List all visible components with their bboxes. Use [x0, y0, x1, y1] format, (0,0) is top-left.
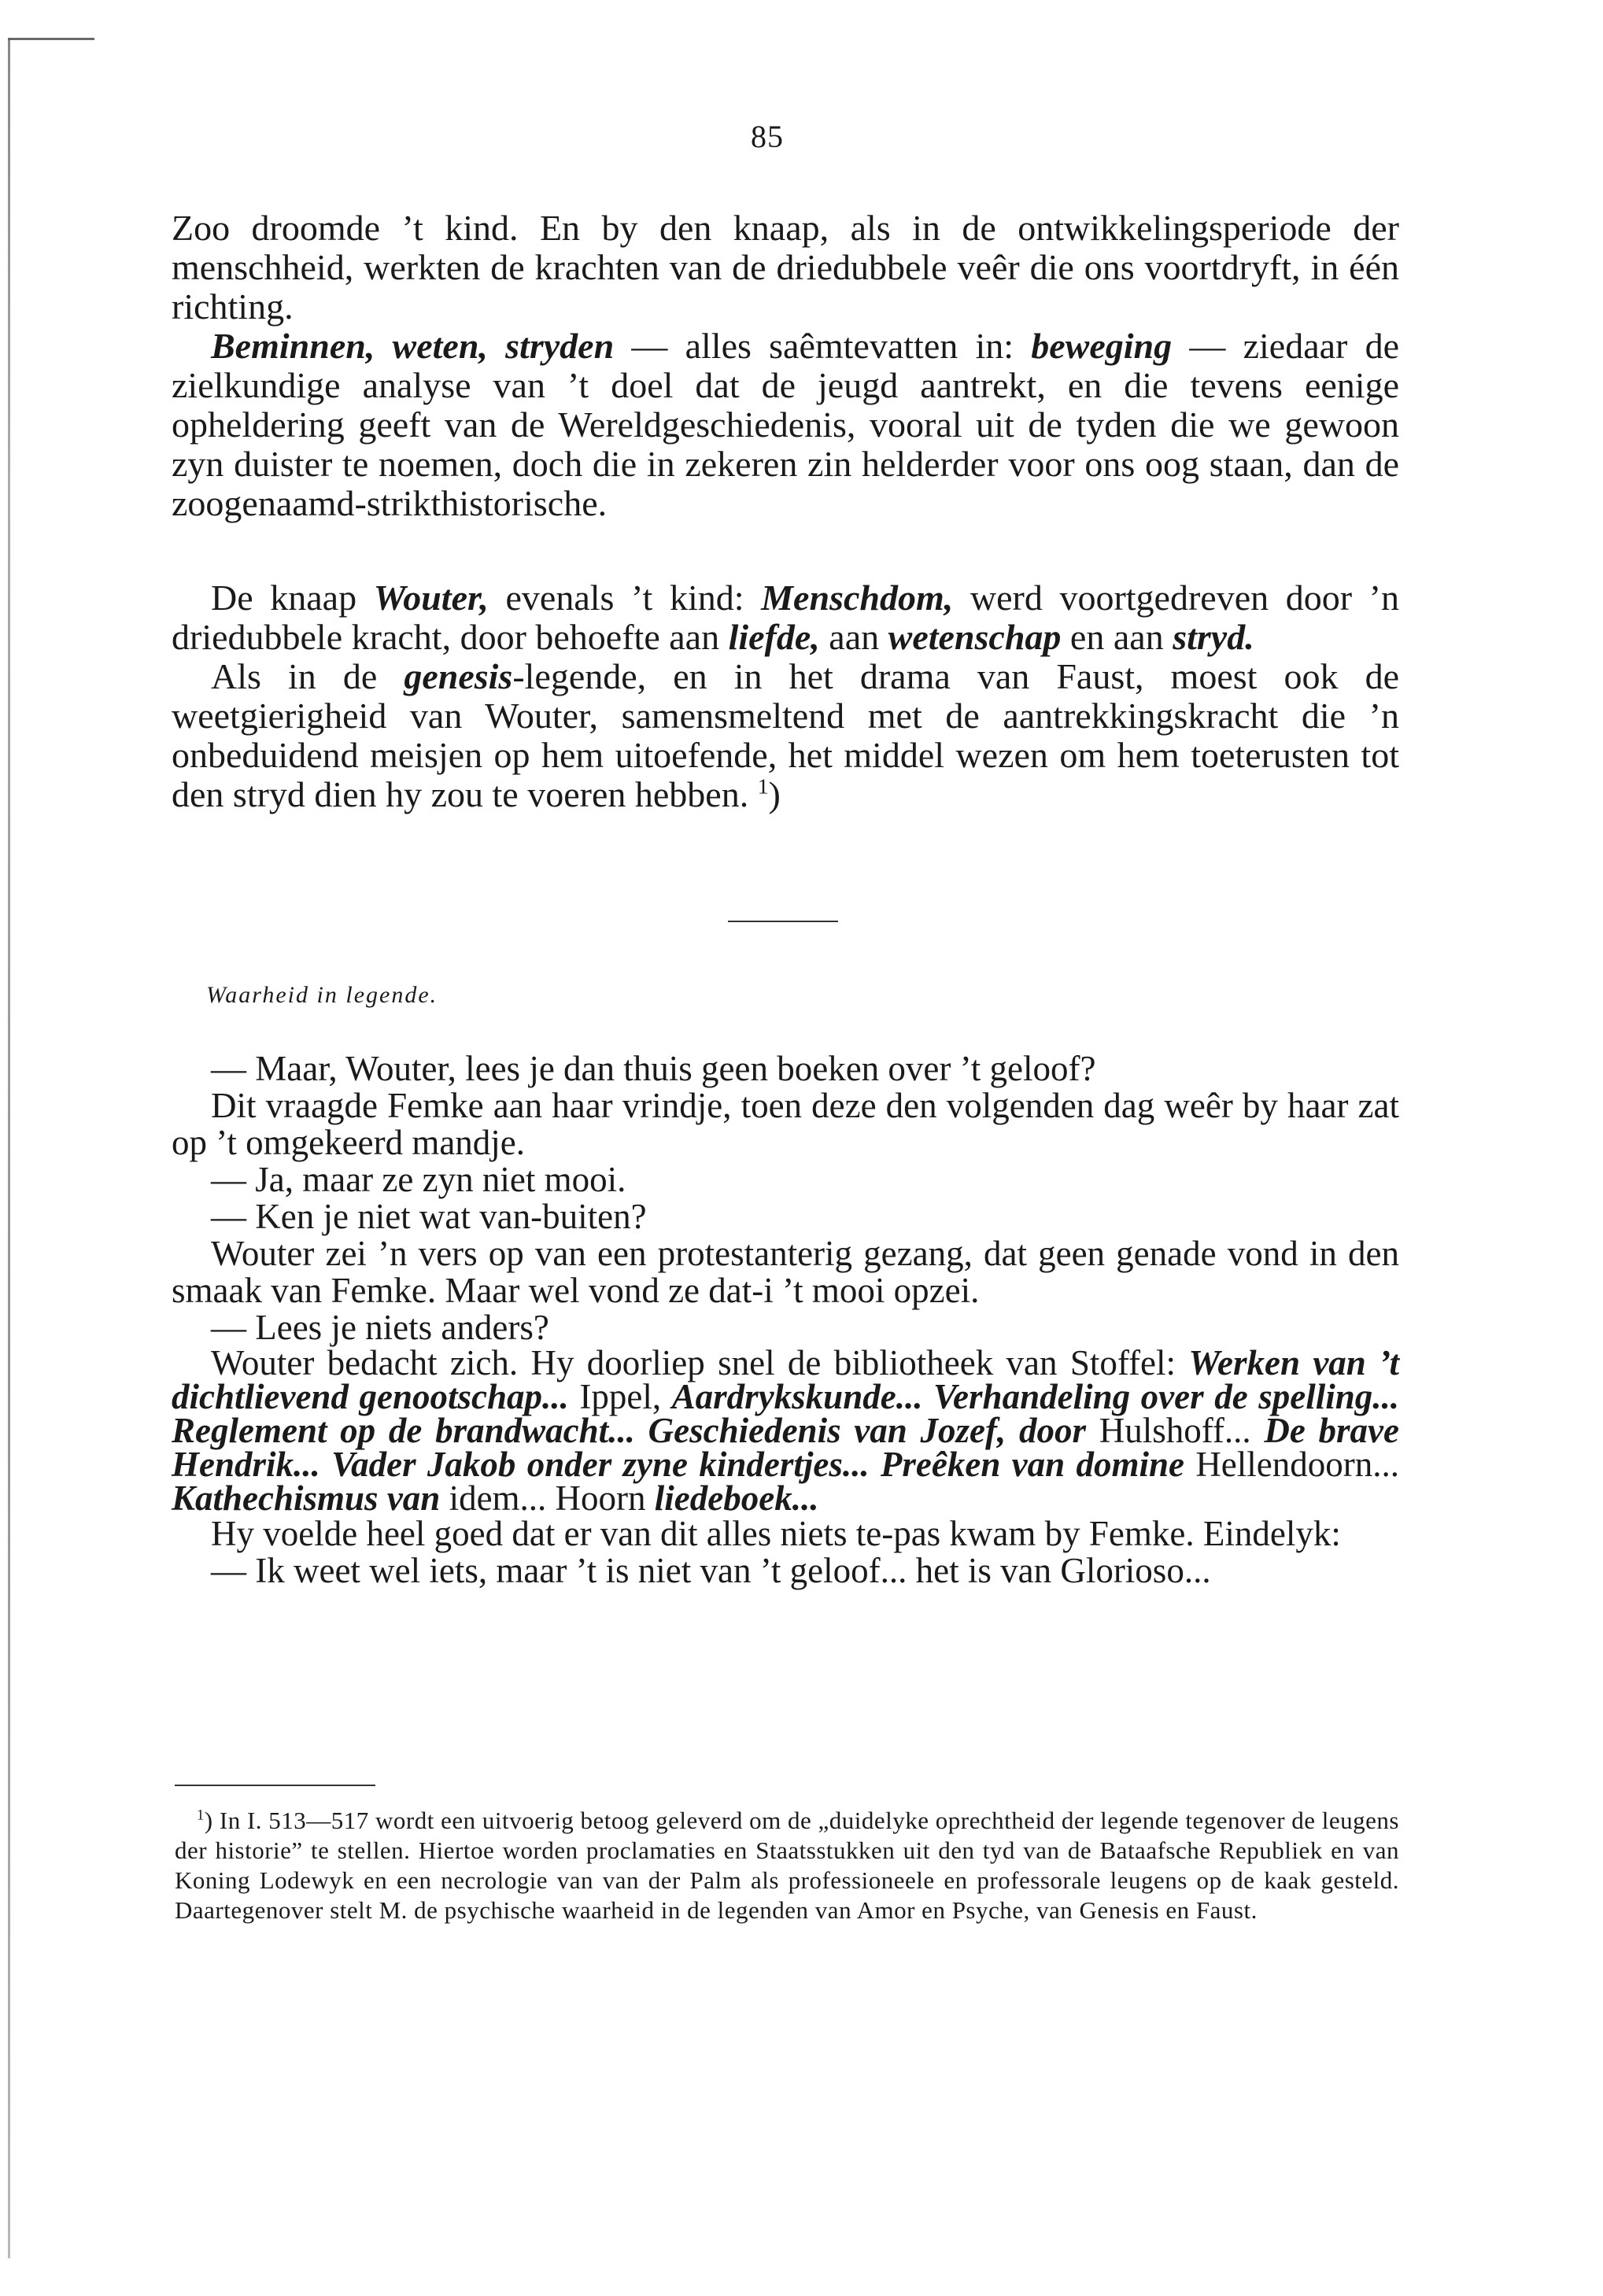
footnote-close: ): [204, 1807, 213, 1834]
book-title: Kathechismus van: [172, 1478, 441, 1518]
dialogue-line-8: Hy voelde heel goed dat er van dit alles niets te-pas kwam by Femke. Eindelyk:: [211, 1514, 1341, 1553]
emph-stryd: stryd.: [1173, 617, 1254, 657]
dialogue-line-7: [172, 1343, 1399, 1518]
page-edge-left: [8, 39, 10, 2258]
emph-wouter: Wouter,: [373, 578, 489, 618]
text-span: evenals ’t kind:: [488, 578, 762, 618]
emph-beminnen: Beminnen, weten, stryden: [211, 326, 615, 366]
paragraph-block-1: [172, 209, 1399, 523]
dialogue-line-6: — Lees je niets anders?: [211, 1308, 549, 1347]
footnote-ref[interactable]: 1: [757, 773, 769, 799]
text-span: Hellendoorn...: [1184, 1445, 1399, 1484]
footnote-text: [175, 1806, 1399, 1925]
page-number: 85: [751, 119, 784, 154]
emph-genesis: genesis: [404, 656, 513, 696]
text-span: — alles saêmtevatten in:: [614, 326, 1032, 366]
book-title: Werken van ’t dichtlievend genootschap...: [172, 1343, 1399, 1416]
text-span: — ziedaar de zielkundige analyse van ’t doel dat de jeugd aantrekt, en die tevens eenige opheldering geeft van de Wereldgeschiedenis, vooral uit de tyden die we gewoon zyn duister te noemen, doch die in zekeren zin helderder voor ons oog staan, dan de zoogenaamd-strikthistorische.: [172, 326, 1399, 523]
book-title: Aardrykskunde... Verhandeling over de spelling... Reglement op de brandwacht... Geschiedenis van Jozef, door: [172, 1377, 1399, 1450]
footnote-body: In I. 513—517 wordt een uitvoerig betoog geleverd om de „duidelyke oprechtheid der legende tegenover de leugens der historie” te stellen. Hiertoe worden proclamaties en Staatsstukken uit den tyd van de Bataafsche Republiek en van Koning Lodewyk en een necrologie van van der Palm als professioneele en professorale leugens op de kaak gesteld. Daartegenover stelt M. de psychische waarheid in de legenden van Amor en Psyche, van Genesis en Faust.: [175, 1807, 1399, 1924]
dialogue-line-5: Wouter zei ’n vers op van een protestanterig gezang, dat geen genade vond in den smaak van Femke. Maar wel vond ze dat-i ’t mooi opzei.: [172, 1234, 1399, 1310]
emph-liefde: liefde,: [728, 617, 820, 657]
page-edge-top: [8, 38, 94, 40]
emph-wetenschap: wetenschap: [888, 617, 1062, 657]
text-span: De knaap: [211, 578, 374, 618]
dialogue-line-1: — Maar, Wouter, lees je dan thuis geen boeken over ’t geloof?: [211, 1049, 1096, 1088]
text-span: -legende, en in het drama van Faust, moest ook de weetgierigheid van Wouter, samensmeltend met de aantrekkingskracht die ’n onbeduidend meisjen op hem uitoefende, het middel wezen om hem toeterusten tot den stryd dien hy zou te voeren hebben.: [172, 656, 1399, 814]
paragraph-als-in-de-genesis: [172, 657, 1399, 814]
text-span: Hulshoff...: [1085, 1411, 1265, 1450]
dialogue-block: [172, 1050, 1399, 1589]
dialogue-line-9: — Ik weet wel iets, maar ’t is niet van ’t geloof... het is van Glorioso...: [211, 1551, 1211, 1590]
emph-menschdom: Menschdom,: [761, 578, 954, 618]
text-span: Ippel,: [568, 1377, 672, 1416]
dialogue-line-3: — Ja, maar ze zyn niet mooi.: [211, 1160, 626, 1199]
dialogue-line-2: Dit vraagde Femke aan haar vrindje, toen deze den volgenden dag weêr by haar zat op ’t omgekeerd mandje.: [172, 1086, 1399, 1162]
emph-beweging: beweging: [1031, 326, 1173, 366]
paragraph-block-2: [172, 578, 1399, 814]
text-span: idem... Hoorn: [440, 1478, 655, 1518]
text-span: Wouter bedacht zich. Hy doorliep snel de bibliotheek van Stoffel:: [211, 1343, 1189, 1382]
book-title: De brave Hendrik... Vader Jakob onder zyne kindertjes... Preêken van domine: [172, 1411, 1399, 1484]
text-span: ): [768, 774, 781, 814]
paragraph-de-knaap: [172, 578, 1399, 657]
text-span: aan: [819, 617, 888, 657]
footnote-marker: 1: [197, 1807, 205, 1824]
text-span: en aan: [1061, 617, 1173, 657]
footnote-rule: [175, 1785, 375, 1786]
paragraph-zoo-droomde: Zoo droomde ’t kind. En by den knaap, als in de ontwikkelingsperiode der menschheid, werkten de krachten van de driedubbele veêr die ons voortdryft, in één richting.: [172, 208, 1399, 327]
paragraph-beminnen: [172, 327, 1399, 523]
section-heading: Waarheid in legende.: [206, 982, 438, 1008]
section-separator: [728, 921, 838, 922]
dialogue-line-4: — Ken je niet wat van-buiten?: [211, 1197, 647, 1236]
book-title: liedeboek...: [654, 1478, 819, 1518]
text-span: werd voortgedreven door ’n driedubbele kracht, door behoefte aan: [172, 578, 1399, 657]
footnote: [175, 1806, 1399, 1925]
text-span: Als in de: [211, 656, 404, 696]
